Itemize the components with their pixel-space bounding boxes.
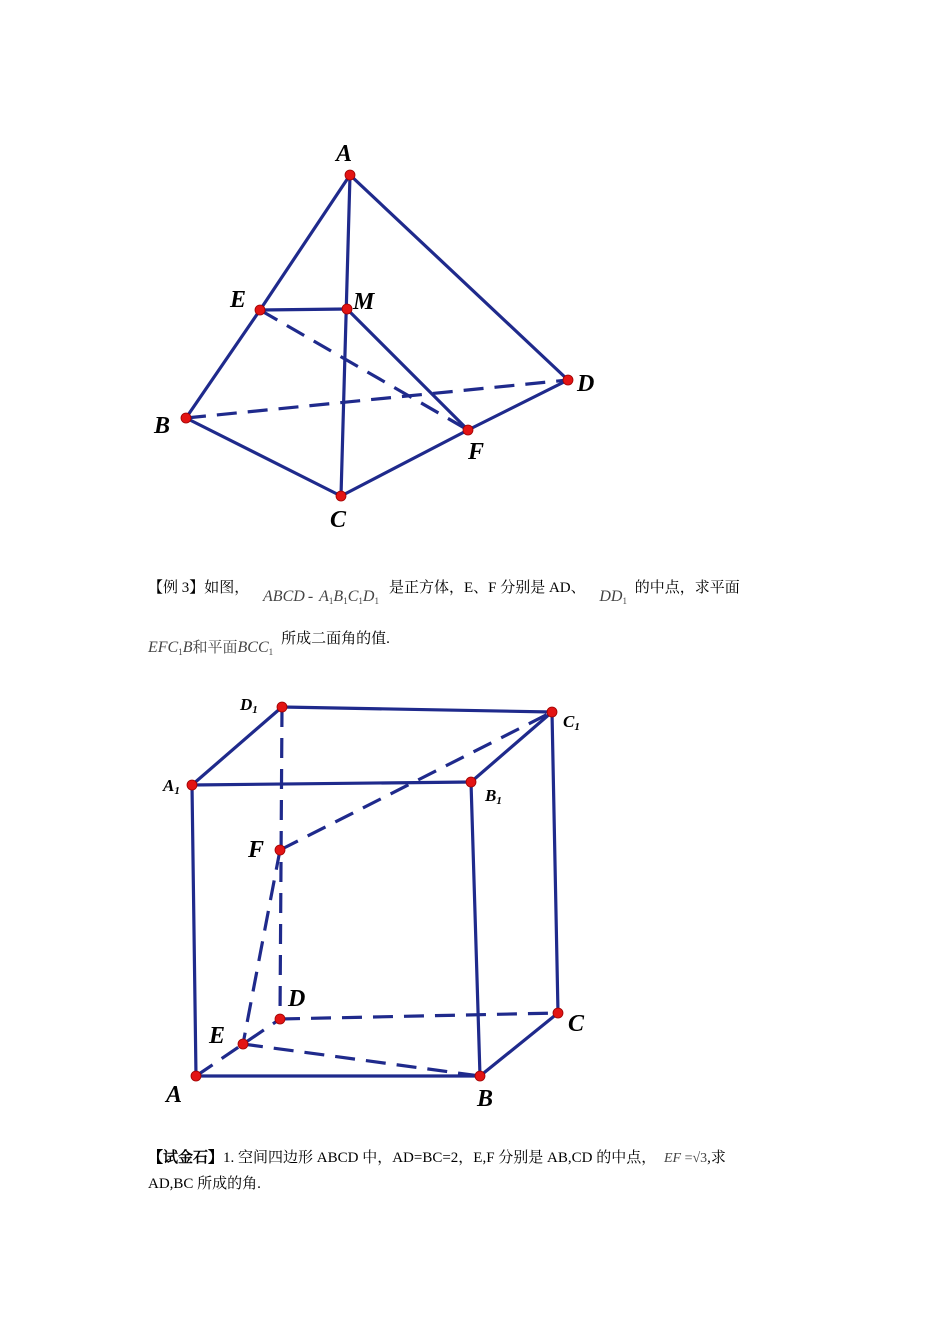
edge-D1C1 [282, 707, 552, 712]
math-cube-name [263, 588, 383, 605]
exercise-text-2: ,求 [707, 1150, 726, 1166]
edge-BD-dashed [186, 380, 568, 418]
exercise-text-1: 1. 空间四边形 ABCD 中，AD=BC=2，E,F 分别是 AB,CD 的中点， [223, 1150, 657, 1166]
edge-EM [260, 309, 347, 310]
point-F [275, 845, 285, 855]
tetrahedron-figure [0, 0, 950, 560]
math-planes [148, 639, 277, 656]
edge-A1D1 [192, 707, 282, 785]
exercise-line2-text: AD,BC 所成的角. [148, 1176, 261, 1192]
math-a: A [319, 588, 329, 605]
label-B1-sub: 1 [496, 795, 502, 807]
label-A1-letter: A [163, 776, 175, 795]
point-A1 [187, 780, 197, 790]
edge-A1B1 [192, 782, 471, 785]
edge-C1C [552, 712, 558, 1013]
label-F: F [248, 837, 265, 863]
math-abcd: ABCD [263, 588, 305, 605]
label-C1 [563, 712, 580, 733]
edge-BC [186, 418, 341, 496]
label-M: M [353, 289, 375, 315]
point-C [336, 491, 346, 501]
label-E: E [209, 1023, 226, 1049]
example3-tag: 【例 3】 [148, 580, 205, 596]
label-B: B [477, 1086, 494, 1112]
math-ef-eq [664, 1151, 707, 1166]
label-D1-sub: 1 [252, 704, 258, 716]
point-E [238, 1039, 248, 1049]
label-F: F [468, 439, 485, 465]
edge-EB [186, 310, 260, 418]
label-B1-letter: B [485, 786, 497, 805]
math-and: 和平面 [192, 638, 238, 656]
point-D [563, 375, 573, 385]
label-D: D [288, 986, 306, 1012]
math-sub: 1 [178, 647, 183, 657]
math-bcc: BCC [237, 639, 269, 656]
example3-line2 [148, 626, 390, 655]
point-B [181, 413, 191, 423]
math-ef: EF [663, 1151, 682, 1166]
point-D [275, 1014, 285, 1024]
edge-AE [260, 175, 350, 310]
edge-B1C1 [471, 712, 552, 782]
label-D1-letter: D [240, 695, 253, 714]
math-sub: 1 [343, 596, 348, 606]
label-C: C [568, 1011, 585, 1037]
point-F [463, 425, 473, 435]
edge-D1D-dashed [280, 707, 282, 1019]
label-B1 [484, 786, 502, 807]
math-dash: - [307, 588, 314, 605]
point-B1 [466, 777, 476, 787]
label-A1-sub: 1 [174, 785, 180, 797]
math-b: B [333, 588, 344, 605]
math-dd1 [599, 588, 627, 605]
point-A [345, 170, 355, 180]
edge-DC-dashed [280, 1013, 558, 1019]
example3-text-4: 所成二面角的值. [281, 631, 390, 647]
math-sub: 1 [374, 596, 379, 606]
point-E [255, 305, 265, 315]
edge-FC1-dashed [280, 712, 552, 850]
exercise-line2 [148, 1172, 261, 1196]
label-C1-letter: C [563, 712, 575, 731]
math-dd: DD [599, 588, 623, 605]
label-A: A [336, 141, 353, 167]
math-sqrt: √3 [692, 1151, 708, 1166]
point-A [191, 1071, 201, 1081]
math-b1: B [182, 639, 193, 656]
math-d: D [362, 588, 375, 605]
math-eq: = [684, 1151, 693, 1166]
example3-text-2: 是正方体，E、F 分别是 AD、 [388, 580, 586, 596]
edge-MF [347, 309, 468, 430]
label-B: B [154, 413, 171, 439]
edge-EB-dashed [243, 1044, 480, 1076]
edge-FE-dashed [243, 850, 280, 1044]
edge-A1A [192, 785, 196, 1076]
edge-AD-dashed [196, 1019, 280, 1076]
example3-line1 [148, 576, 740, 604]
math-efc: EFC [148, 639, 179, 656]
label-A: A [166, 1082, 183, 1108]
exercise-line1 [148, 1146, 726, 1171]
label-C: C [330, 507, 347, 533]
point-C [553, 1008, 563, 1018]
label-A1 [162, 776, 180, 797]
label-D1 [239, 695, 258, 716]
exercise-tag: 【试金石】 [148, 1150, 224, 1166]
edge-BC [480, 1013, 558, 1076]
math-sub: 1 [268, 647, 274, 657]
label-D: D [577, 371, 595, 397]
edge-B1B [471, 782, 480, 1076]
label-E: E [230, 287, 247, 313]
example3-text-3: 的中点，求平面 [634, 580, 740, 596]
edge-CF [341, 430, 468, 496]
math-sub: 1 [358, 596, 363, 606]
point-M [342, 304, 352, 314]
point-D1 [277, 702, 287, 712]
edge-AD [350, 175, 568, 380]
edge-AC [341, 175, 350, 496]
math-sub: 1 [622, 596, 627, 606]
point-B [475, 1071, 485, 1081]
label-C1-sub: 1 [574, 721, 580, 733]
example3-text-1: 如图， [204, 580, 250, 596]
math-sub: 1 [328, 596, 334, 606]
math-c: C [347, 588, 359, 605]
point-C1 [547, 707, 557, 717]
